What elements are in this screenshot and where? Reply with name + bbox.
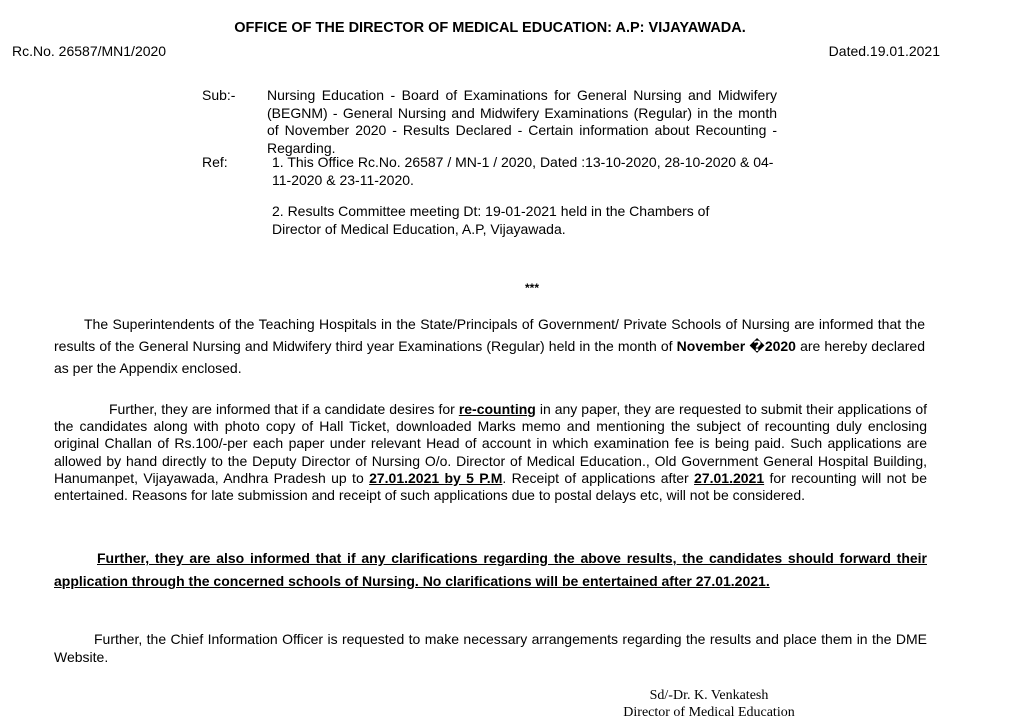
reference-item-2: 2. Results Committee meeting Dt: 19-01-2021 held in the Chambers of Director of Medical Education, A.P, Vijayawada. xyxy=(272,203,710,237)
para2-text-3: . Receipt of applications after xyxy=(502,469,689,486)
para1-tail: are hereby declared as per the Appendix enclosed. xyxy=(54,338,925,376)
para2-text-4: for recounting will not be entertained. Reasons for late submission and receipt of such applications due to postal delays etc, will not be considered. xyxy=(54,469,928,504)
office-title: OFFICE OF THE DIRECTOR OF MEDICAL EDUCATION: A.P: VIJAYAWADA. xyxy=(234,20,746,36)
para2-text-2: in any paper, they are requested to submit their applications of the candidates along with photo copy of Hall Ticket, downloaded Marks memo and mentioning the subject of recounting duly enclosing original Challan of Rs.100/-per each paper under relevant Head of account in which examination fee is being paid. Such applications are allowed by hand directly to the Deputy Director of Nursing O/o. Director of Medical Education., Old Government General Hospital Building, Hanumanpet, Vijayawada, Andhra Pradesh up to xyxy=(54,401,928,486)
paragraph-results-declared xyxy=(54,313,925,379)
signature-block xyxy=(594,687,824,721)
recounting-term: re-counting xyxy=(458,401,536,417)
section-separator: *** xyxy=(524,281,539,295)
signatory-title: Director of Medical Education xyxy=(623,705,795,720)
para3-text: Further, they are also informed that if any clarifications regarding the above results, the candidates should forward their application through the concerned schools of Nursing. No clarifications will be entertained after 27.01.2021. xyxy=(54,550,927,589)
late-date: 27.01.2021 xyxy=(694,469,765,486)
paragraph-recounting xyxy=(54,401,927,504)
para2-text-1: Further, they are informed that if a candidate desires for xyxy=(109,401,455,417)
paragraph-website xyxy=(54,630,927,666)
subject-label: Sub:- xyxy=(202,87,236,103)
paragraph-clarifications xyxy=(54,547,927,593)
para1-text: The Superintendents of the Teaching Hospitals in the State/Principals of Government/ Private Schools of Nursing are informed that the results of the General Nursing and Midwifery third year Examinations (Regular) held in the month of xyxy=(54,316,925,354)
signatory-name: Sd/-Dr. K. Venkatesh xyxy=(649,688,769,703)
subject-text: Nursing Education - Board of Examinations for General Nursing and Midwifery (BEGNM) - General Nursing and Midwifery Examinations (Regular) in the month of November 2020 - Results Declared - Certain information about Recounting - Regarding. xyxy=(267,87,777,157)
para4-text: Further, the Chief Information Officer is requested to make necessary arrangements regarding the results and place them in the DME Website. xyxy=(54,631,927,665)
exam-month: November �2020 xyxy=(676,338,796,354)
document-date: Dated.19.01.2021 xyxy=(828,43,940,59)
recounting-deadline: 27.01.2021 by 5 P.M xyxy=(369,469,503,486)
reference-item-1: 1. This Office Rc.No. 26587 / MN-1 / 2020, Dated :13-10-2020, 28-10-2020 & 04-11-2020 & 23-11-2020. xyxy=(272,154,774,188)
reference-label: Ref: xyxy=(202,154,228,170)
reference-number: Rc.No. 26587/MN1/2020 xyxy=(12,43,167,59)
